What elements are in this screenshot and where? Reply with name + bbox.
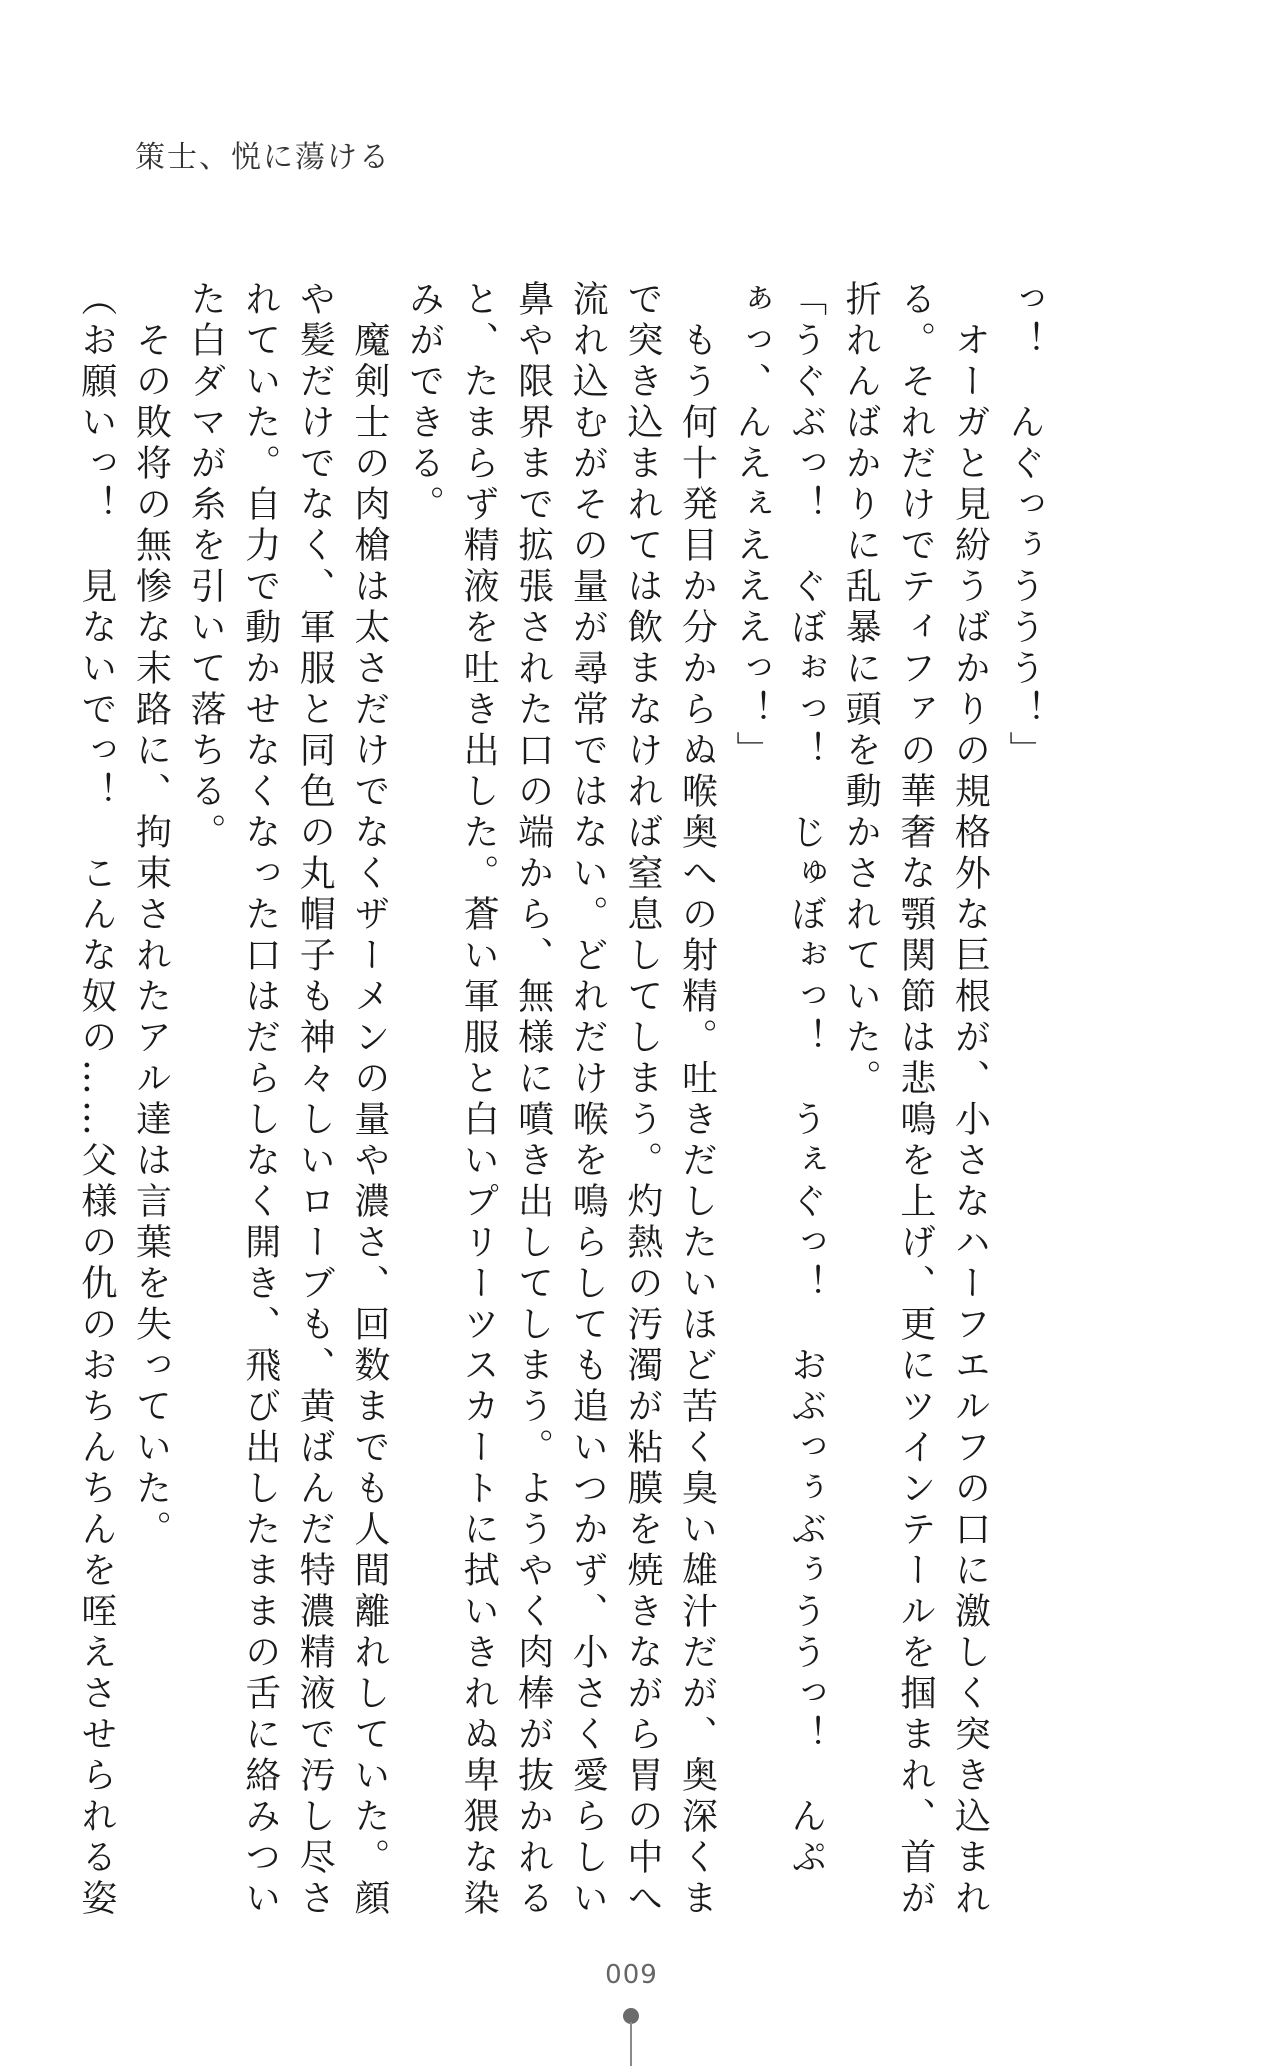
page-marker-rule <box>630 2022 632 2066</box>
text-line: みができる。 <box>403 280 445 526</box>
running-head-title: 策士、悦に蕩ける <box>135 140 391 175</box>
text-line: や髪だけでなく、軍服と同色の丸帽子も神々しいローブも、黄ばんだ特濃精液で汚し尽さ <box>294 280 336 1920</box>
text-line: （お願いっ！ 見ないでっ！ こんな奴の……父様の仇のおちんちんを咥えさせられる姿 <box>75 280 117 1920</box>
body-text <box>75 280 1051 1920</box>
text-line: で突き込まれては飲まなければ窒息してしまう。灼熱の汚濁が粘膜を焼きながら胃の中へ <box>621 280 663 1920</box>
text-line: れていた。自力で動かせなくなった口はだらしなく開き、飛び出したままの舌に絡みつい <box>239 280 281 1920</box>
text-line: た白ダマが糸を引いて落ちる。 <box>185 280 227 854</box>
text-line: 魔剣士の肉槍は太さだけでなくザーメンの量や濃さ、回数までも人間離れしていた。顔 <box>348 280 390 1920</box>
text-line: っ！ んぐっぅううう！」 <box>1004 280 1045 772</box>
text-line: る。それだけでティファの華奢な顎関節は悲鳴を上げ、更にツインテールを掴まれ、首が <box>894 280 936 1920</box>
text-line: その敗将の無惨な末路に、拘束されたアル達は言葉を失っていた。 <box>130 280 172 1551</box>
text-line: 鼻や限界まで拡張された口の端から、無様に噴き出してしまう。ようやく肉棒が抜かれる <box>512 280 554 1920</box>
text-line: と、たまらず精液を吐き出した。蒼い軍服と白いプリーツスカートに拭いきれぬ卑猥な染 <box>458 280 500 1920</box>
page-number: 009 <box>605 1960 658 1990</box>
text-line: もう何十発目か分からぬ喉奥への射精。吐きだしたいほど苦く臭い雄汁だが、奥深くま <box>676 280 718 1920</box>
text-line: オーガと見紛うばかりの規格外な巨根が、小さなハーフエルフの口に激しく突き込まれ <box>949 280 991 1920</box>
text-line: ぁっ、んえぇえええっ！」 <box>731 280 773 772</box>
text-line: 折れんばかりに乱暴に頭を動かされていた。 <box>840 280 882 1100</box>
text-line: 「うぐぶっ！ ぐぼぉっ！ じゅぼぉっ！ うぇぐっ！ おぶっぅぶぅううっ！ んぷ <box>785 280 827 1879</box>
text-line: 流れ込むがその量が尋常ではない。どれだけ喉を鳴らしても追いつかず、小さく愛らしい <box>567 280 609 1920</box>
